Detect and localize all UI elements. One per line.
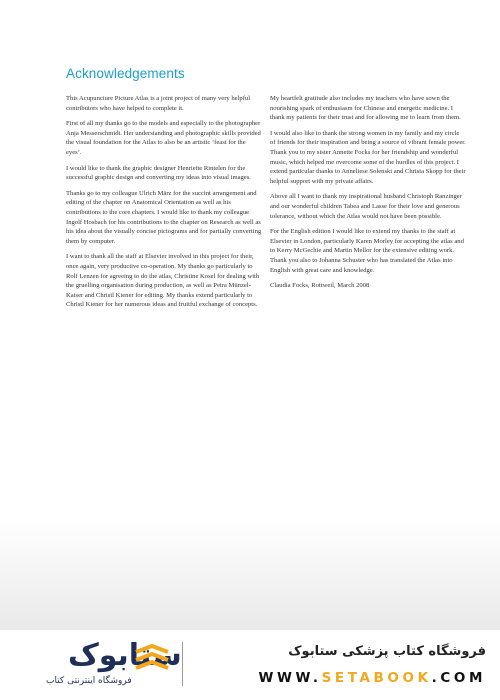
paragraph: My heartfelt gratitude also includes my teachers who have sown the nourishing spark of enthusiasm for Chinese and energetic medicine. I thank my patients for their trust and for allowing me to learn from them. <box>270 95 461 122</box>
store-footer-banner <box>0 630 500 700</box>
paragraph: I would also like to thank the strong women in my family and my circle of friends for their inspiration and being a source of vibrant female power. Thank you to my sister Annette Focks for her friendship and wonderful music, which helped me overcome some of the hurdles of this project. I extend particular thanks to Anneliese Solenski and Christa Skopp for their helpful support with my private affairs. <box>270 129 466 185</box>
paragraph: For the English edition I would like to extend my thanks to the staff at Elsevier in London, particularly Karen Morley for accepting the atlas and to Kerry McGechie and Martin Mellor for the extensive editing work. Thank you also to Johanna Schuster who has translated the Atlas into English with great care and knowledge. <box>270 228 464 274</box>
paragraph: This Acupuncture Picture Atlas is a joint project of many very helpful contributors who have helped to complete it. <box>66 95 251 112</box>
logo-tagline: فروشگاه اینترنتی کتاب <box>46 676 132 686</box>
signature-line: Claudia Focks, Rottweil, March 2008 <box>270 282 370 290</box>
footer-divider <box>182 642 183 686</box>
paragraph: First of all my thanks go to the models and especially to the photographer Anja Messerschmidt. Her understanding and photographic skills provided the visual foundation for the Atlas to also be an artistic ‘feast for the eyes’. <box>66 120 261 156</box>
store-name: فروشگاه کتاب پزشکی ستابوک <box>288 644 486 659</box>
store-logo[interactable] <box>10 638 180 694</box>
paragraph: Thanks go to my colleague Ulrich März for the succint arrangement and editing of the chapter on Anatomical Orientation as well as his contributions to the core chapters. I would like to thank my colleague Ingolf Hosbach for his contributions to the chapter on Research as well as his idea about the visually concise pictograms and for partially converting them by computer. <box>66 189 262 245</box>
paragraph: I want to thank all the staff at Elsevier involved in this project for their, once again, very productive co-operation. My thanks go particularly to Rolf Lenzen for agreeing to do the atlas, Christine Kosel for dealing with the gruelling organisation during production, as well as Petra Münzel-Kaiser and Christl Kiener for editing. My thanks extend particularly to Christl Kiener for her numerous ideas and fruitful exchange of concepts. <box>66 253 260 309</box>
paragraph: Above all I want to thank my inspirational husband Christoph Ranzinger and our wonderful children Tabea and Lasse for their love and generous tolerance, without which the Atlas would not have been possible. <box>270 193 462 220</box>
url-prefix: WWW. <box>258 670 322 686</box>
page-title: Acknowledgements <box>66 66 185 81</box>
url-suffix: .COM <box>431 670 486 686</box>
url-brand: SETABOOK <box>321 670 432 686</box>
page-bottom-shade <box>0 520 500 630</box>
paragraph: I would like to thank the graphic designer Henriette Rintelen for the successful graphic design and converting my ideas into visual images. <box>66 164 251 182</box>
logo-wordmark: ستابوک <box>68 638 182 673</box>
book-stack-icon <box>134 644 170 674</box>
store-url-link[interactable] <box>258 670 486 686</box>
right-column <box>270 94 466 297</box>
left-column <box>66 94 262 316</box>
